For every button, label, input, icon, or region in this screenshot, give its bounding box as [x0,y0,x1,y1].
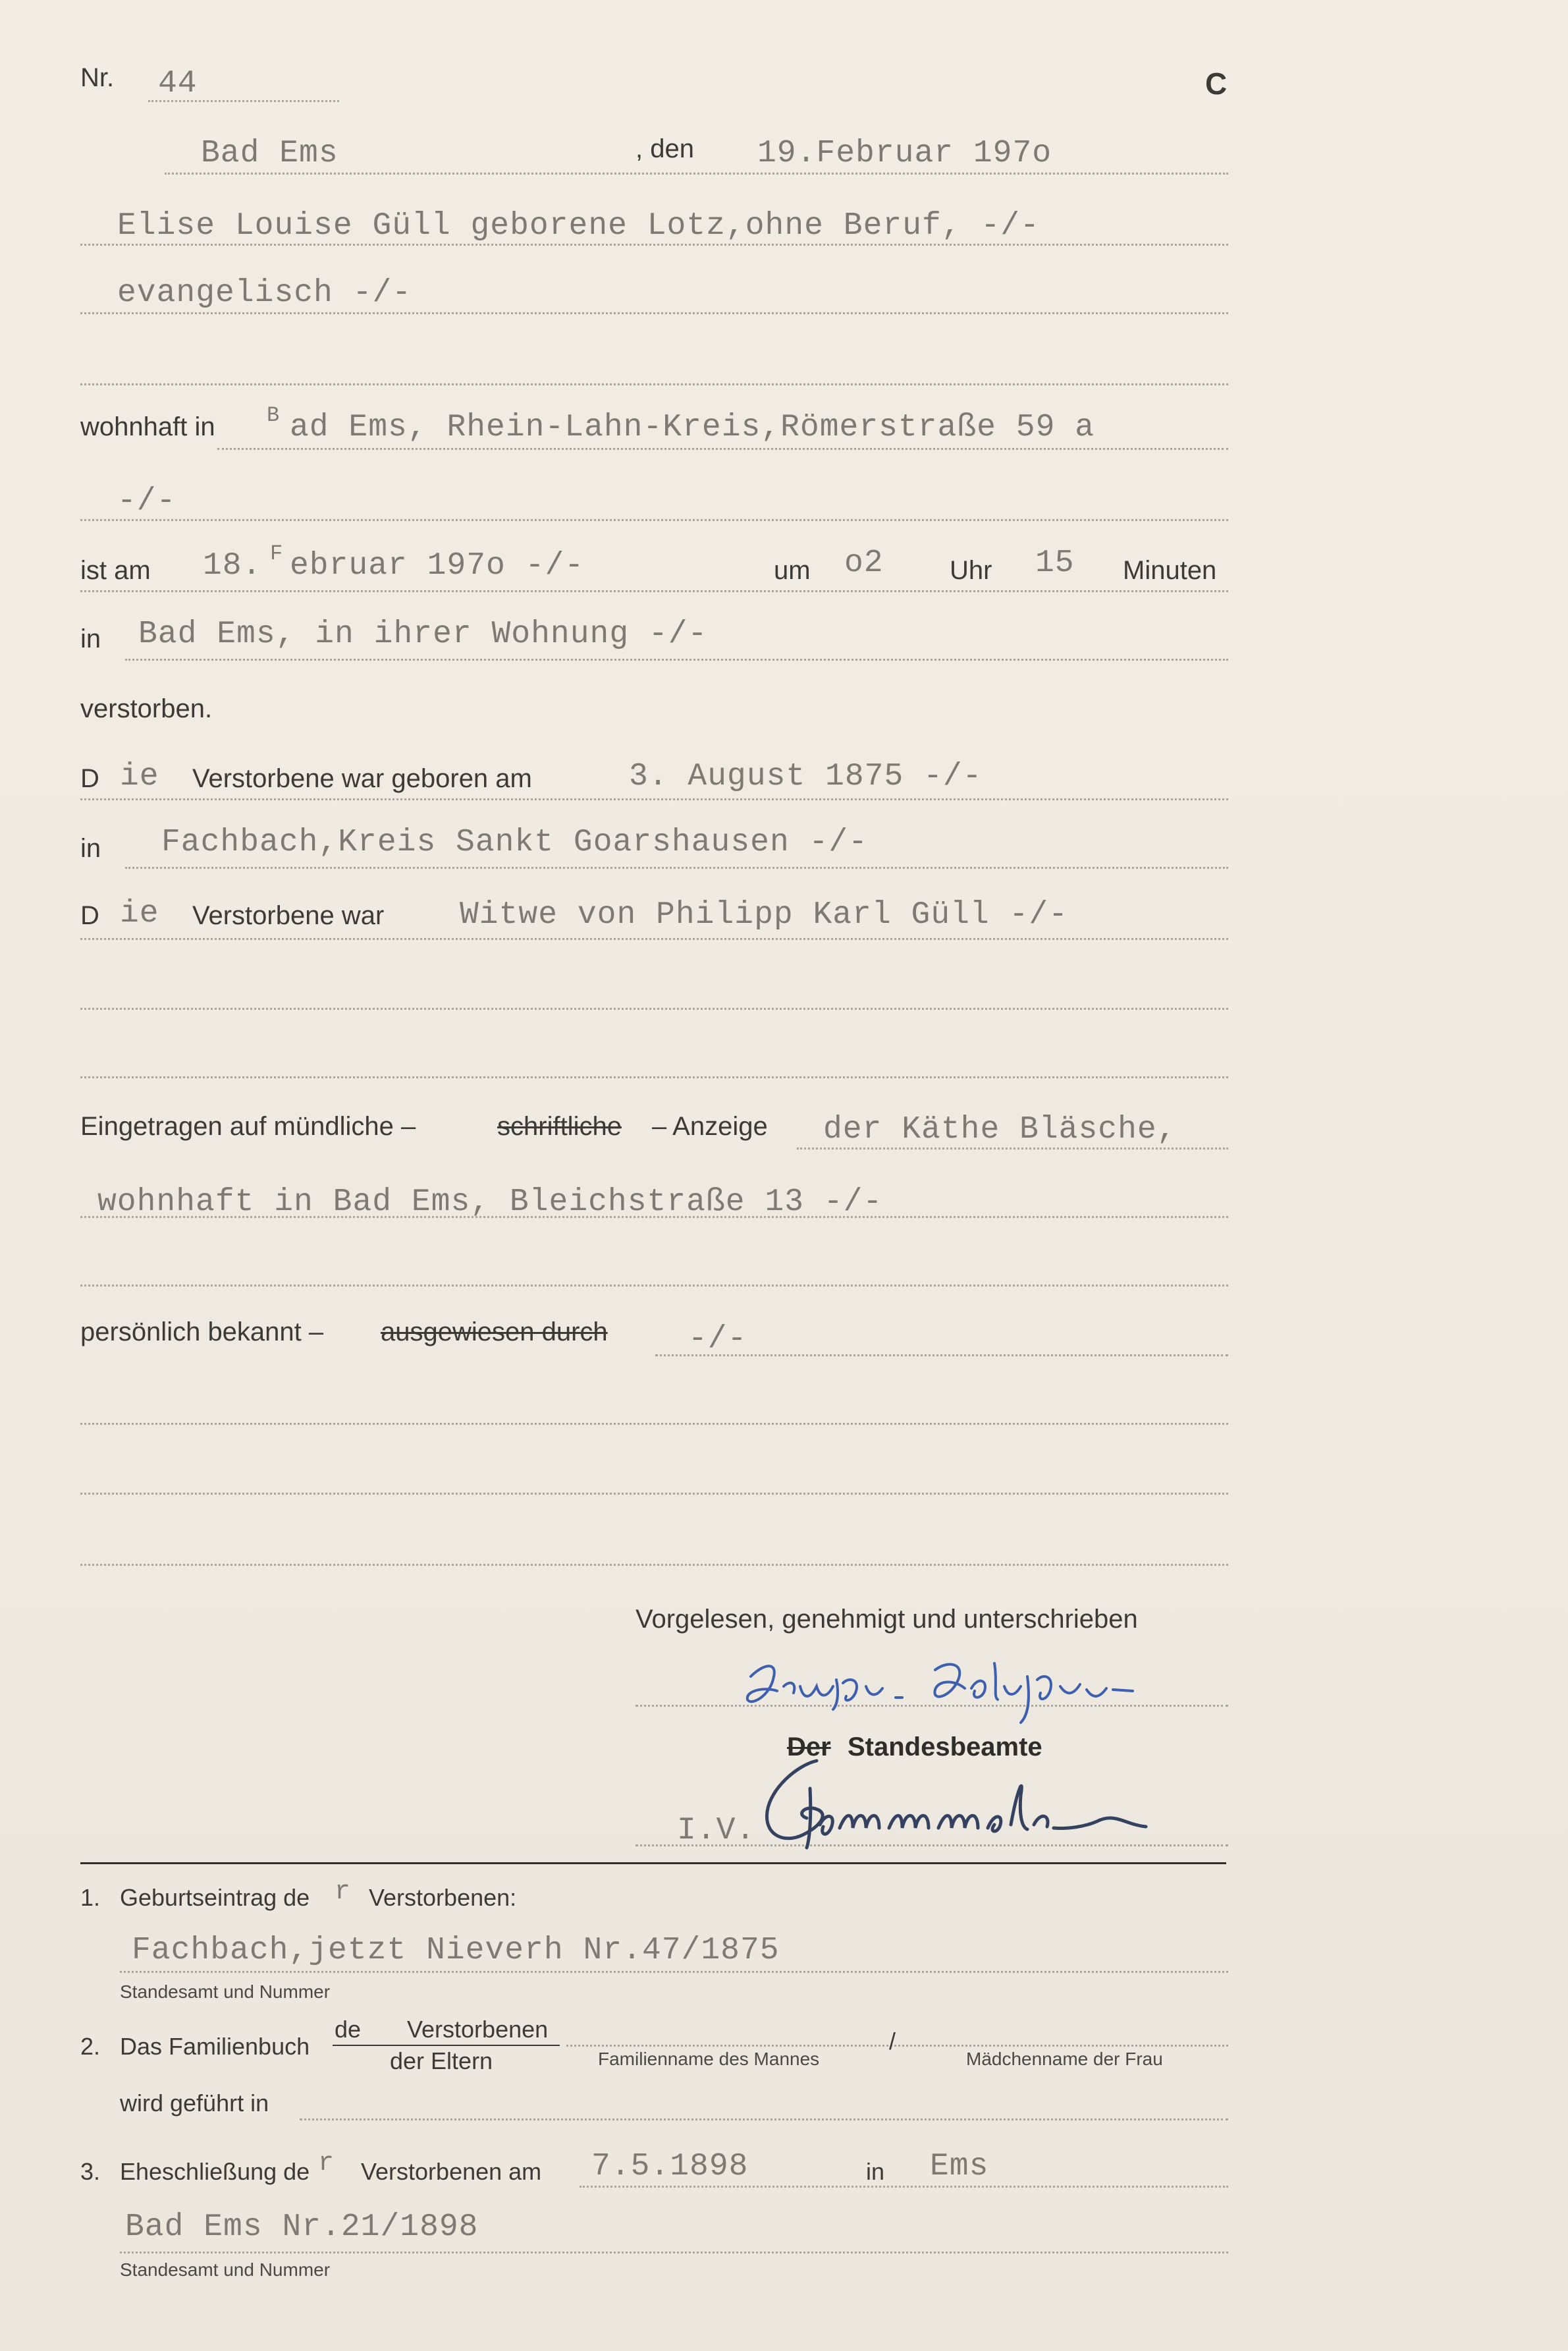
death-minutes: 15 [1035,545,1075,581]
status-ie-typed: ie [120,896,159,931]
den-label: , den [635,134,694,163]
official-struck: Der [787,1732,831,1761]
read-approved-label: Vorgelesen, genehmigt und unterschrieben [635,1605,1138,1634]
note2-dotted-line-2 [300,2118,1228,2120]
person-dotted-line-2 [80,312,1228,314]
note2-husband-label: Familienname des Mannes [598,2049,820,2069]
note1-standesamt-label: Standesamt und Nummer [120,1981,331,2002]
birth-place: Fachbach,Kreis Sankt Goarshausen -/- [161,825,868,860]
identity-dotted-line-4 [80,1564,1228,1566]
note3-dotted-line-1 [580,2186,1228,2188]
birth-place-dotted-line [125,867,1228,869]
identity-dotted-line-3 [80,1493,1228,1495]
status-value: Witwe von Philipp Karl Güll -/- [460,897,1068,933]
birth-date-dotted-line [80,798,1228,800]
death-place-dotted-line [125,659,1228,661]
person-dotted-line-1 [80,244,1228,246]
iv-typed: I.V. [677,1813,756,1848]
identity-label-struck: ausgewiesen durch [381,1317,608,1346]
status-label: Verstorbene war [192,901,385,930]
status-dotted-line-1 [80,938,1228,940]
note2-wird-label: wird geführt in [120,2089,269,2116]
note1-typed: r [335,1877,352,1907]
note1-value: Fachbach,jetzt Nieverh Nr.47/1875 [132,1933,780,1968]
identity-dotted-line-1 [655,1354,1228,1356]
status-dotted-line-3 [80,1076,1228,1078]
person-dotted-line-3 [80,383,1228,385]
note2-eltern: der Eltern [390,2047,493,2074]
series-letter: C [1205,67,1228,101]
nr-dotted-line [148,100,339,102]
note2-de: de [335,2016,362,2043]
note3-standesamt-label: Standesamt und Nummer [120,2259,331,2280]
uhr-label: Uhr [950,556,992,585]
report-value-line1: der Käthe Bläsche, [823,1112,1177,1148]
status-d-label: D [80,901,99,930]
note3-label2: Verstorbenen am [361,2158,542,2185]
note3-label: Eheschließung de [120,2158,310,2185]
note3-number: 3. [80,2158,101,2185]
note1-label: Geburtseintrag de [120,1884,310,1911]
report-dotted-line-2 [80,1216,1228,1218]
death-place-value: Bad Ems, in ihrer Wohnung -/- [138,617,708,652]
identity-value: -/- [688,1321,747,1357]
status-dotted-line-2 [80,1008,1228,1010]
residence-dotted-line-2 [80,519,1228,521]
report-value-line2: wohnhaft in Bad Ems, Bleichstraße 13 -/- [97,1184,883,1220]
note3-typed: r [318,2149,335,2178]
death-date-part2: ebruar 197o -/- [290,548,585,584]
note3-in-label: in [866,2158,885,2185]
birth-label: Verstorbene war geboren am [192,764,532,793]
note3-date: 7.5.1898 [591,2149,749,2184]
person-line1: Elise Louise Güll geborene Lotz,ohne Beruf, -/- [117,208,1040,244]
ist-am-label: ist am [80,556,151,585]
report-label-part2: – Anzeige [652,1112,768,1141]
residence-initial: B [267,403,281,428]
note1-number: 1. [80,1884,101,1911]
report-label-part1: Eingetragen auf mündliche – [80,1112,416,1141]
death-date-initial: F [270,541,284,566]
date-value: 19.Februar 197o [757,136,1052,171]
report-dotted-line-1 [797,1148,1228,1149]
death-hour: o2 [844,545,884,581]
report-label-struck: schriftliche [497,1112,622,1141]
identity-dotted-line-2 [80,1423,1228,1425]
report-dotted-line-3 [80,1285,1228,1286]
birth-date: 3. August 1875 -/- [629,759,983,794]
note2-verstorbenen: Verstorbenen [407,2016,549,2043]
note2-dotted-line-1 [566,2045,1228,2047]
birth-ie-typed: ie [120,759,159,794]
death-time-dotted-line [80,590,1228,592]
residence-value: ad Ems, Rhein-Lahn-Kreis,Römerstraße 59 a [290,410,1095,445]
verstorben-label: verstorben. [80,694,213,723]
minuten-label: Minuten [1123,556,1217,585]
note2-wife-label: Mädchenname der Frau [966,2049,1163,2069]
birth-d-label: D [80,764,99,793]
place-value: Bad Ems [201,136,338,171]
death-date-part1: 18. [203,548,262,584]
official-signature [757,1749,1185,1861]
note3-dotted-line-2 [120,2252,1228,2254]
residence-line2: -/- [117,484,176,519]
place-date-dotted-line [165,173,1228,175]
note2-fraction-line [333,2045,560,2046]
person-line2: evangelisch -/- [117,275,412,311]
birth-place-in-label: in [80,834,101,863]
residence-label: wohnhaft in [80,412,215,441]
death-place-in-label: in [80,624,101,653]
um-label: um [774,556,811,585]
note3-value: Bad Ems Nr.21/1898 [125,2209,479,2245]
identity-label-part1: persönlich bekannt – [80,1317,324,1346]
nr-label: Nr. [80,63,115,92]
reporter-signature [738,1650,1185,1729]
note1-dotted-line [120,1971,1228,1973]
notes-separator [80,1862,1226,1864]
note2-number: 2. [80,2033,101,2060]
note1-label2: Verstorbenen: [369,1884,517,1911]
nr-value: 44 [158,66,198,101]
official-label: Standesbeamte [848,1732,1042,1761]
note3-place: Ems [930,2149,989,2184]
note2-label: Das Familienbuch [120,2033,310,2060]
residence-dotted-line-1 [217,448,1228,450]
note2-slash: / [889,2028,896,2055]
